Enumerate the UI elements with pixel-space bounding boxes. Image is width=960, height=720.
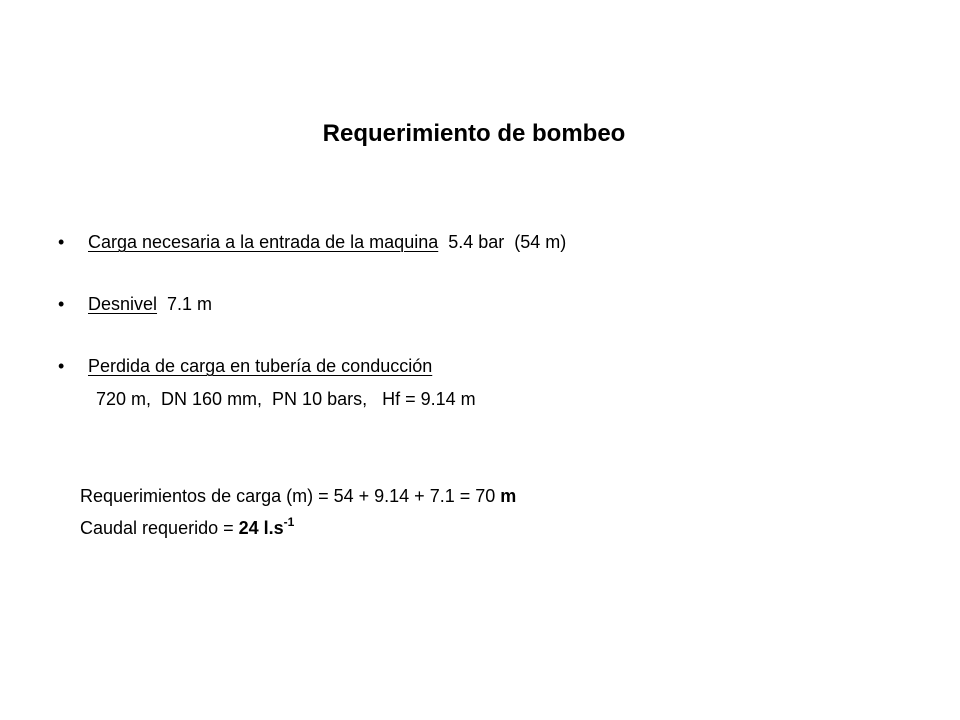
flow-requirement-value [238, 515, 295, 538]
flow-value-exponent: -1 [283, 515, 295, 529]
bullet-icon: • [58, 294, 65, 314]
head-requirement-text: Requerimientos de carga (m) = 54 + 9.14 + 7.1 = 70 [80, 486, 501, 506]
head-requirement [80, 484, 516, 508]
bullet-value: 5.4 bar (54 m) [438, 232, 567, 252]
bullet-label: Carga necesaria a la entrada de la maquina [88, 232, 439, 252]
bullet-icon: • [58, 232, 65, 252]
slide-title: Requerimiento de bombeo [322, 120, 626, 147]
bullet-label: Perdida de carga en tubería de conducción [88, 356, 433, 376]
flow-value-text: 24 l.s [238, 518, 284, 538]
bullet-text [88, 354, 432, 378]
bullet-text [88, 292, 212, 316]
bullet-value: 7.1 m [157, 294, 213, 314]
flow-requirement-label: Caudal requerido = [80, 518, 239, 538]
pipe-details: 720 m, DN 160 mm, PN 10 bars, Hf = 9.14 m [96, 389, 476, 409]
bullet-text [88, 230, 566, 254]
flow-requirement [80, 516, 294, 540]
head-requirement-unit: m [500, 486, 517, 506]
bullet-label: Desnivel [88, 294, 158, 314]
bullet-icon: • [58, 356, 65, 376]
